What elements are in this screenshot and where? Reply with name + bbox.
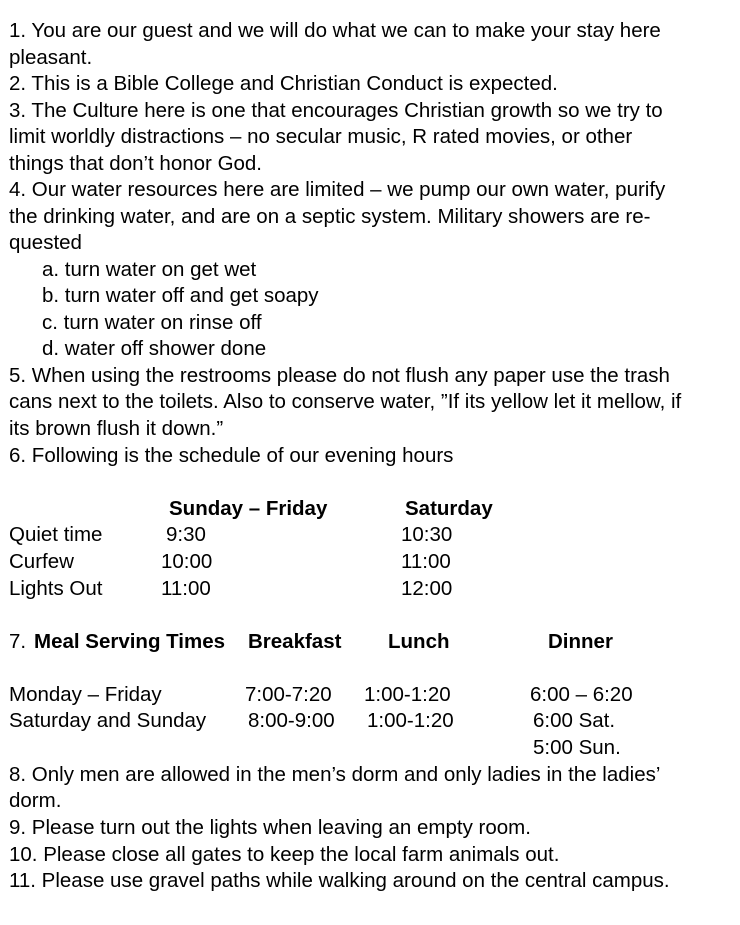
evening-row-label: Quiet time (9, 523, 103, 546)
meal-header-breakfast: Breakfast (248, 630, 342, 653)
meal-row-lunch: 1:00-1:20 (367, 709, 454, 732)
evening-row-sat: 11:00 (401, 550, 451, 573)
rule-10-line-1: 10. Please close all gates to keep the local farm animals out. (9, 843, 560, 866)
meal-section-title: Meal Serving Times (34, 630, 226, 653)
rule-1-line-1: 1. You are our guest and we will do what we can to make your stay here (9, 19, 661, 42)
rule-9-line-1: 9. Please turn out the lights when leaving an empty room. (9, 816, 531, 839)
meal-row-label: Monday – Friday (9, 683, 162, 706)
shower-step-a: a. turn water on get wet (42, 258, 257, 281)
rule-3-line-3: things that don’t honor God. (9, 152, 263, 175)
evening-row-sat: 10:30 (401, 523, 453, 546)
evening-row-sun-fri: 10:00 (161, 550, 213, 573)
meal-row-breakfast: 7:00-7:20 (245, 683, 332, 706)
rule-3-line-2: limit worldly distractions – no secular music, R rated movies, or other (9, 125, 633, 148)
rule-5-line-2: cans next to the toilets. Also to conserve water, ”If its yellow let it mellow, if (9, 390, 682, 413)
evening-row-sun-fri: 11:00 (161, 577, 211, 600)
meal-header-lunch: Lunch (388, 630, 450, 653)
rule-4-line-1: 4. Our water resources here are limited – we pump our own water, purify (9, 178, 666, 201)
evening-row-label: Curfew (9, 550, 74, 573)
meal-row-label: Saturday and Sunday (9, 709, 207, 732)
evening-header-sat: Saturday (405, 497, 493, 520)
evening-row-label: Lights Out (9, 577, 103, 600)
meal-dinner-sunday: 5:00 Sun. (533, 736, 621, 759)
rule-3-line-1: 3. The Culture here is one that encourages Christian growth so we try to (9, 99, 663, 122)
rule-8-line-1: 8. Only men are allowed in the men’s dorm and only ladies in the ladies’ (9, 763, 661, 786)
meal-header-dinner: Dinner (548, 630, 613, 653)
meal-row-lunch: 1:00-1:20 (364, 683, 451, 706)
evening-row-sat: 12:00 (401, 577, 453, 600)
rule-6-line-1: 6. Following is the schedule of our evening hours (9, 444, 454, 467)
meal-section-number: 7. (9, 630, 27, 653)
meal-row-breakfast: 8:00-9:00 (248, 709, 335, 732)
rule-11-line-1: 11. Please use gravel paths while walking around on the central campus. (9, 869, 670, 892)
meal-row-dinner: 6:00 Sat. (533, 709, 616, 732)
evening-row-sun-fri: 9:30 (166, 523, 206, 546)
rule-4-line-3: quested (9, 231, 82, 254)
rule-1-line-2: pleasant. (9, 46, 93, 69)
evening-header-sun-fri: Sunday – Friday (169, 497, 328, 520)
rule-5-line-1: 5. When using the restrooms please do not flush any paper use the trash (9, 364, 670, 387)
rule-8-line-2: dorm. (9, 789, 62, 812)
shower-step-d: d. water off shower done (42, 337, 267, 360)
rule-2-line-1: 2. This is a Bible College and Christian Conduct is expected. (9, 72, 558, 95)
shower-step-b: b. turn water off and get soapy (42, 284, 319, 307)
shower-step-c: c. turn water on rinse off (42, 311, 262, 334)
rule-4-line-2: the drinking water, and are on a septic system. Military showers are re- (9, 205, 651, 228)
rule-5-line-3: its brown flush it down.” (9, 417, 224, 440)
meal-row-dinner: 6:00 – 6:20 (530, 683, 633, 706)
